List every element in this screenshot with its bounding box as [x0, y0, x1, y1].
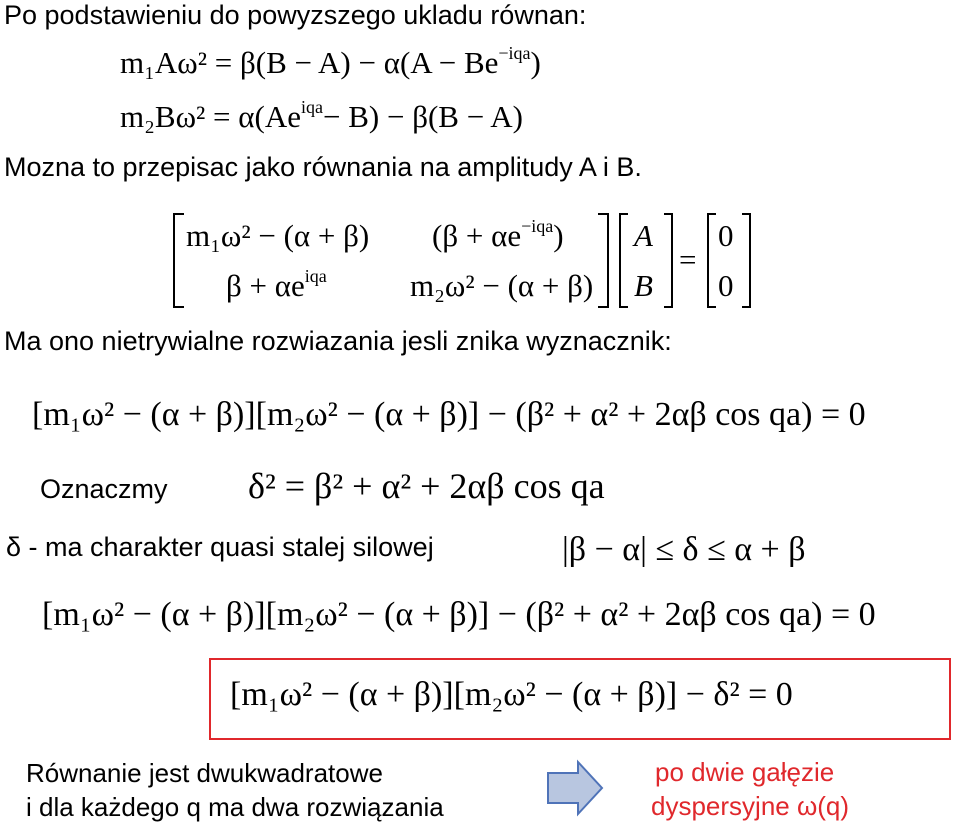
intro-text: Po podstawieniu do powyzszego ukladu równan: [4, 0, 587, 30]
matrix-a12-base: (β + αe [432, 218, 522, 253]
delta-definition: δ² = β² + α² + 2αβ cos qa [248, 466, 605, 506]
rhs-zero-2: 0 [718, 268, 734, 303]
equation-1-exponent: −iqa [498, 43, 531, 63]
matrix-a21-base: β + αe [226, 268, 305, 303]
equation-1-close: ) [530, 45, 541, 80]
determinant-1: [m₁ω² − (α + β)][m₂ω² − (α + β)] − (β² + α² + 2αβ cos qa) = 0 [32, 396, 866, 433]
note-right-line-2: dyspersyjne ω(q) [651, 791, 850, 821]
vector-A: A [634, 218, 653, 253]
nontrivial-text: Ma ono nietrywialne rozwiazania jesli znika wyznacznik: [4, 326, 672, 356]
rewrite-text: Mozna to przepisac jako równania na amplitudy A i B. [4, 152, 642, 182]
matrix-a21-exponent: iqa [304, 266, 327, 286]
delta-bound: |β − α| ≤ δ ≤ α + β [562, 531, 806, 568]
equation-1-body: m₁Aω² = β(B − A) − α(A − Be [120, 45, 499, 80]
vector-B: B [634, 268, 653, 303]
matrix-a12-close: ) [553, 218, 564, 253]
matrix-a22: m₂ω² − (α + β) [410, 268, 594, 303]
equation-2-exponent: iqa [301, 97, 323, 117]
delta-description: δ - ma charakter quasi stalej silowej [6, 532, 434, 562]
equation-2-body: m₂Bω² = α(Ae [120, 99, 301, 134]
define-label: Oznaczmy [40, 474, 168, 504]
matrix-a12-exponent: −iqa [521, 216, 554, 236]
rhs-zero-1: 0 [718, 218, 734, 253]
equation-2-tail: − B) − β(B − A) [323, 99, 523, 134]
note-left-line-2: i dla każdego q ma dwa rozwiązania [26, 792, 444, 822]
matrix-equals: = [679, 242, 697, 277]
matrix-a11: m₁ω² − (α + β) [186, 218, 370, 253]
note-right-line-1: po dwie gałęzie [655, 757, 835, 787]
note-left-line-1: Równanie jest dwukwadratowe [26, 758, 383, 788]
boxed-equation: [m₁ω² − (α + β)][m₂ω² − (α + β)] − δ² = 0 [230, 676, 793, 713]
determinant-2: [m₁ω² − (α + β)][m₂ω² − (α + β)] − (β² + α² + 2αβ cos qa) = 0 [42, 596, 876, 633]
